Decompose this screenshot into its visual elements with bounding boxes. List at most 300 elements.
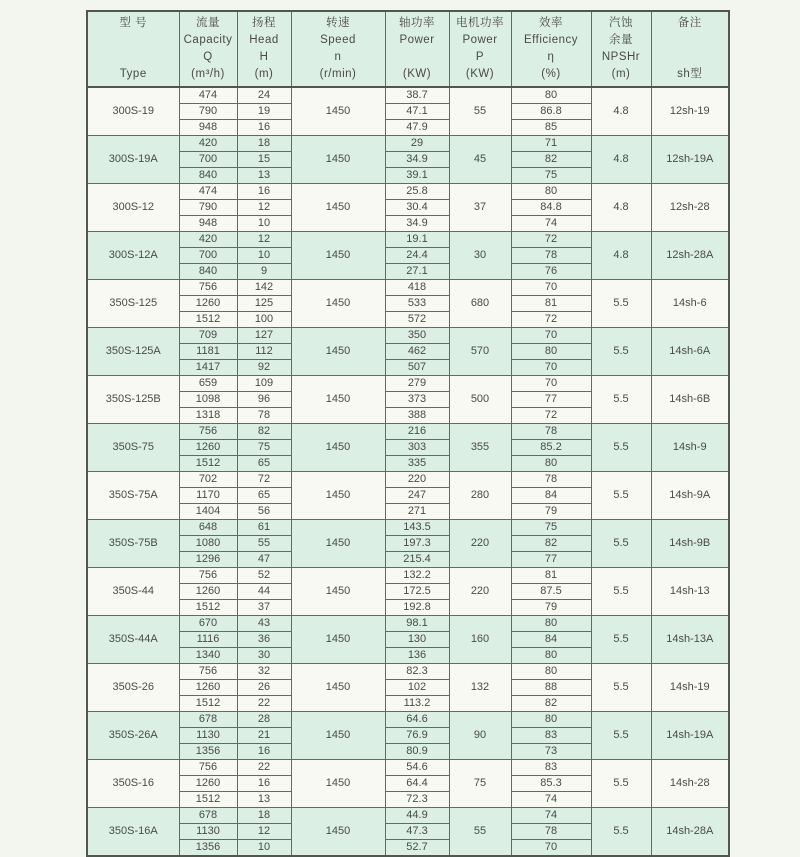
efficiency-cell: 80	[511, 664, 591, 680]
column-header-capacity	[179, 11, 237, 87]
remark-cell: 14sh-6A	[651, 328, 729, 376]
head-cell: 65	[237, 488, 291, 504]
capacity-cell: 1260	[179, 296, 237, 312]
efficiency-cell: 70	[511, 280, 591, 296]
head-cell: 37	[237, 600, 291, 616]
header-line: (r/min)	[319, 68, 357, 80]
efficiency-cell: 85.3	[511, 776, 591, 792]
column-header-speed	[291, 11, 385, 87]
efficiency-cell: 84	[511, 632, 591, 648]
power-cell: 373	[385, 392, 449, 408]
model-cell: 350S-125	[87, 280, 179, 328]
model-cell: 300S-12A	[87, 232, 179, 280]
header-line: 型 号	[119, 17, 148, 29]
capacity-cell: 700	[179, 152, 237, 168]
column-header-head	[237, 11, 291, 87]
header-line: (KW)	[465, 68, 495, 80]
table-row	[87, 232, 729, 248]
capacity-cell: 1356	[179, 840, 237, 857]
npshr-cell: 5.5	[591, 664, 651, 712]
capacity-cell: 670	[179, 616, 237, 632]
head-cell: 30	[237, 648, 291, 664]
head-cell: 47	[237, 552, 291, 568]
power-cell: 143.5	[385, 520, 449, 536]
table-row	[87, 376, 729, 392]
head-cell: 112	[237, 344, 291, 360]
npshr-cell: 5.5	[591, 472, 651, 520]
efficiency-cell: 84	[511, 488, 591, 504]
head-cell: 16	[237, 184, 291, 200]
capacity-cell: 1260	[179, 584, 237, 600]
model-cell: 300S-19	[87, 87, 179, 136]
power-cell: 335	[385, 456, 449, 472]
head-cell: 22	[237, 696, 291, 712]
efficiency-cell: 88	[511, 680, 591, 696]
power-cell: 47.9	[385, 120, 449, 136]
power-cell: 113.2	[385, 696, 449, 712]
power-cell: 47.3	[385, 824, 449, 840]
power-cell: 82.3	[385, 664, 449, 680]
power-cell: 64.6	[385, 712, 449, 728]
head-cell: 10	[237, 216, 291, 232]
header-line	[652, 32, 729, 49]
efficiency-cell: 80	[511, 184, 591, 200]
efficiency-cell: 87.5	[511, 584, 591, 600]
power-cell: 25.8	[385, 184, 449, 200]
speed-cell: 1450	[291, 712, 385, 760]
npshr-cell: 4.8	[591, 136, 651, 184]
motor-power-cell: 500	[449, 376, 511, 424]
head-cell: 61	[237, 520, 291, 536]
capacity-cell: 1260	[179, 776, 237, 792]
efficiency-cell: 80	[511, 616, 591, 632]
motor-power-cell: 160	[449, 616, 511, 664]
header-line	[386, 49, 449, 66]
capacity-cell: 840	[179, 264, 237, 280]
power-cell: 136	[385, 648, 449, 664]
capacity-cell: 1340	[179, 648, 237, 664]
efficiency-cell: 77	[511, 552, 591, 568]
power-cell: 34.9	[385, 152, 449, 168]
capacity-cell: 790	[179, 200, 237, 216]
speed-cell: 1450	[291, 760, 385, 808]
head-cell: 9	[237, 264, 291, 280]
efficiency-cell: 74	[511, 216, 591, 232]
efficiency-cell: 81	[511, 296, 591, 312]
efficiency-cell: 78	[511, 824, 591, 840]
power-cell: 64.4	[385, 776, 449, 792]
head-cell: 75	[237, 440, 291, 456]
head-cell: 100	[237, 312, 291, 328]
header-line: 轴功率	[399, 17, 435, 29]
efficiency-cell: 80	[511, 648, 591, 664]
power-cell: 247	[385, 488, 449, 504]
column-header-npshr	[591, 11, 651, 87]
header-line: Q	[203, 51, 213, 63]
speed-cell: 1450	[291, 472, 385, 520]
efficiency-cell: 84.8	[511, 200, 591, 216]
speed-cell: 1450	[291, 136, 385, 184]
model-cell: 350S-75A	[87, 472, 179, 520]
power-cell: 172.5	[385, 584, 449, 600]
header-line: 余量	[609, 34, 633, 46]
capacity-cell: 1170	[179, 488, 237, 504]
power-cell: 102	[385, 680, 449, 696]
header-line: Speed	[320, 34, 356, 46]
motor-power-cell: 37	[449, 184, 511, 232]
remark-cell: 14sh-28A	[651, 808, 729, 857]
efficiency-cell: 78	[511, 472, 591, 488]
power-cell: 98.1	[385, 616, 449, 632]
head-cell: 78	[237, 408, 291, 424]
capacity-cell: 1318	[179, 408, 237, 424]
power-cell: 197.3	[385, 536, 449, 552]
model-cell: 350S-44A	[87, 616, 179, 664]
capacity-cell: 756	[179, 760, 237, 776]
model-cell: 350S-125B	[87, 376, 179, 424]
model-cell: 350S-26	[87, 664, 179, 712]
efficiency-cell: 78	[511, 248, 591, 264]
efficiency-cell: 75	[511, 520, 591, 536]
head-cell: 18	[237, 808, 291, 824]
head-cell: 16	[237, 744, 291, 760]
efficiency-cell: 82	[511, 152, 591, 168]
efficiency-cell: 74	[511, 792, 591, 808]
npshr-cell: 4.8	[591, 184, 651, 232]
npshr-cell: 4.8	[591, 87, 651, 136]
capacity-cell: 1296	[179, 552, 237, 568]
speed-cell: 1450	[291, 568, 385, 616]
power-cell: 34.9	[385, 216, 449, 232]
head-cell: 125	[237, 296, 291, 312]
remark-cell: 14sh-19	[651, 664, 729, 712]
motor-power-cell: 90	[449, 712, 511, 760]
power-cell: 39.1	[385, 168, 449, 184]
head-cell: 36	[237, 632, 291, 648]
efficiency-cell: 83	[511, 760, 591, 776]
efficiency-cell: 70	[511, 376, 591, 392]
npshr-cell: 5.5	[591, 808, 651, 857]
speed-cell: 1450	[291, 808, 385, 857]
header-line	[652, 49, 729, 66]
model-cell: 350S-16A	[87, 808, 179, 857]
capacity-cell: 948	[179, 120, 237, 136]
remark-cell: 14sh-9	[651, 424, 729, 472]
table-row	[87, 280, 729, 296]
capacity-cell: 648	[179, 520, 237, 536]
remark-cell: 12sh-28	[651, 184, 729, 232]
power-cell: 80.9	[385, 744, 449, 760]
capacity-cell: 948	[179, 216, 237, 232]
header-line: n	[334, 51, 342, 63]
header-line: (m)	[611, 68, 631, 80]
remark-cell: 14sh-13	[651, 568, 729, 616]
header-line: η	[547, 51, 555, 63]
head-cell: 24	[237, 87, 291, 104]
table-row	[87, 424, 729, 440]
head-cell: 16	[237, 776, 291, 792]
npshr-cell: 5.5	[591, 424, 651, 472]
power-cell: 27.1	[385, 264, 449, 280]
speed-cell: 1450	[291, 328, 385, 376]
power-cell: 192.8	[385, 600, 449, 616]
model-cell: 350S-125A	[87, 328, 179, 376]
column-header-motor_power	[449, 11, 511, 87]
capacity-cell: 756	[179, 424, 237, 440]
remark-cell: 12sh-28A	[651, 232, 729, 280]
power-cell: 132.2	[385, 568, 449, 584]
header-line: 效率	[539, 17, 563, 29]
head-cell: 55	[237, 536, 291, 552]
power-cell: 38.7	[385, 87, 449, 104]
head-cell: 26	[237, 680, 291, 696]
efficiency-cell: 85	[511, 120, 591, 136]
speed-cell: 1450	[291, 232, 385, 280]
head-cell: 13	[237, 792, 291, 808]
efficiency-cell: 70	[511, 840, 591, 857]
speed-cell: 1450	[291, 376, 385, 424]
head-cell: 18	[237, 136, 291, 152]
efficiency-cell: 77	[511, 392, 591, 408]
power-cell: 388	[385, 408, 449, 424]
head-cell: 65	[237, 456, 291, 472]
capacity-cell: 1512	[179, 792, 237, 808]
header-line: 汽蚀	[609, 17, 633, 29]
head-cell: 82	[237, 424, 291, 440]
power-cell: 130	[385, 632, 449, 648]
efficiency-cell: 83	[511, 728, 591, 744]
header-line: NPSHr	[601, 51, 641, 63]
head-cell: 43	[237, 616, 291, 632]
head-cell: 12	[237, 824, 291, 840]
table-row	[87, 568, 729, 584]
model-cell: 350S-75	[87, 424, 179, 472]
efficiency-cell: 79	[511, 600, 591, 616]
npshr-cell: 5.5	[591, 376, 651, 424]
capacity-cell: 420	[179, 232, 237, 248]
efficiency-cell: 80	[511, 456, 591, 472]
column-header-efficiency	[511, 11, 591, 87]
header-line: 备注	[677, 17, 702, 29]
efficiency-cell: 86.8	[511, 104, 591, 120]
npshr-cell: 5.5	[591, 568, 651, 616]
motor-power-cell: 75	[449, 760, 511, 808]
model-cell: 300S-19A	[87, 136, 179, 184]
efficiency-cell: 72	[511, 312, 591, 328]
table-row	[87, 760, 729, 776]
capacity-cell: 1512	[179, 600, 237, 616]
capacity-cell: 1404	[179, 504, 237, 520]
speed-cell: 1450	[291, 664, 385, 712]
remark-cell: 14sh-28	[651, 760, 729, 808]
capacity-cell: 1417	[179, 360, 237, 376]
remark-cell: 14sh-19A	[651, 712, 729, 760]
capacity-cell: 1260	[179, 440, 237, 456]
motor-power-cell: 570	[449, 328, 511, 376]
power-cell: 507	[385, 360, 449, 376]
column-header-model	[87, 11, 179, 87]
remark-cell: 14sh-6B	[651, 376, 729, 424]
pump-spec-table	[86, 10, 730, 857]
header-line: Type	[119, 68, 147, 80]
power-cell: 54.6	[385, 760, 449, 776]
power-cell: 462	[385, 344, 449, 360]
head-cell: 15	[237, 152, 291, 168]
capacity-cell: 1130	[179, 824, 237, 840]
power-cell: 303	[385, 440, 449, 456]
motor-power-cell: 280	[449, 472, 511, 520]
motor-power-cell: 220	[449, 520, 511, 568]
power-cell: 215.4	[385, 552, 449, 568]
head-cell: 56	[237, 504, 291, 520]
capacity-cell: 790	[179, 104, 237, 120]
efficiency-cell: 78	[511, 424, 591, 440]
table-row	[87, 712, 729, 728]
head-cell: 21	[237, 728, 291, 744]
table-row	[87, 520, 729, 536]
motor-power-cell: 355	[449, 424, 511, 472]
head-cell: 32	[237, 664, 291, 680]
header-line: Power	[399, 34, 435, 46]
efficiency-cell: 71	[511, 136, 591, 152]
power-cell: 30.4	[385, 200, 449, 216]
head-cell: 12	[237, 232, 291, 248]
head-cell: 16	[237, 120, 291, 136]
table-row	[87, 616, 729, 632]
remark-cell: 14sh-9B	[651, 520, 729, 568]
efficiency-cell: 72	[511, 232, 591, 248]
column-header-power	[385, 11, 449, 87]
efficiency-cell: 80	[511, 344, 591, 360]
remark-cell: 14sh-6	[651, 280, 729, 328]
power-cell: 76.9	[385, 728, 449, 744]
head-cell: 19	[237, 104, 291, 120]
head-cell: 13	[237, 168, 291, 184]
capacity-cell: 1181	[179, 344, 237, 360]
power-cell: 29	[385, 136, 449, 152]
npshr-cell: 5.5	[591, 280, 651, 328]
capacity-cell: 1512	[179, 312, 237, 328]
power-cell: 572	[385, 312, 449, 328]
efficiency-cell: 76	[511, 264, 591, 280]
power-cell: 350	[385, 328, 449, 344]
remark-cell: 12sh-19	[651, 87, 729, 136]
header-line: (KW)	[402, 68, 432, 80]
efficiency-cell: 70	[511, 360, 591, 376]
efficiency-cell: 73	[511, 744, 591, 760]
motor-power-cell: 30	[449, 232, 511, 280]
capacity-cell: 474	[179, 184, 237, 200]
power-cell: 216	[385, 424, 449, 440]
efficiency-cell: 72	[511, 408, 591, 424]
capacity-cell: 474	[179, 87, 237, 104]
header-line	[88, 32, 179, 49]
capacity-cell: 659	[179, 376, 237, 392]
power-cell: 44.9	[385, 808, 449, 824]
efficiency-cell: 80	[511, 712, 591, 728]
capacity-cell: 1356	[179, 744, 237, 760]
head-cell: 44	[237, 584, 291, 600]
power-cell: 271	[385, 504, 449, 520]
efficiency-cell: 82	[511, 696, 591, 712]
capacity-cell: 1512	[179, 456, 237, 472]
motor-power-cell: 55	[449, 808, 511, 857]
power-cell: 19.1	[385, 232, 449, 248]
npshr-cell: 5.5	[591, 712, 651, 760]
header-line: (m³/h)	[191, 68, 225, 80]
head-cell: 28	[237, 712, 291, 728]
power-cell: 24.4	[385, 248, 449, 264]
speed-cell: 1450	[291, 87, 385, 136]
header-line: 转速	[326, 17, 350, 29]
efficiency-cell: 79	[511, 504, 591, 520]
table-row	[87, 472, 729, 488]
motor-power-cell: 220	[449, 568, 511, 616]
remark-cell: 12sh-19A	[651, 136, 729, 184]
table-row	[87, 808, 729, 824]
power-cell: 52.7	[385, 840, 449, 857]
model-cell: 350S-44	[87, 568, 179, 616]
capacity-cell: 420	[179, 136, 237, 152]
capacity-cell: 700	[179, 248, 237, 264]
capacity-cell: 709	[179, 328, 237, 344]
power-cell: 220	[385, 472, 449, 488]
efficiency-cell: 85.2	[511, 440, 591, 456]
header-line: (%)	[541, 68, 561, 80]
model-cell: 350S-16	[87, 760, 179, 808]
head-cell: 142	[237, 280, 291, 296]
head-cell: 12	[237, 200, 291, 216]
efficiency-cell: 81	[511, 568, 591, 584]
remark-cell: 14sh-9A	[651, 472, 729, 520]
model-cell: 350S-26A	[87, 712, 179, 760]
remark-cell: 14sh-13A	[651, 616, 729, 664]
capacity-cell: 1260	[179, 680, 237, 696]
header-line: 流量	[196, 17, 220, 29]
head-cell: 109	[237, 376, 291, 392]
head-cell: 52	[237, 568, 291, 584]
model-cell: 300S-12	[87, 184, 179, 232]
power-cell: 72.3	[385, 792, 449, 808]
header-line: Head	[249, 34, 279, 46]
capacity-cell: 1116	[179, 632, 237, 648]
header-line: 扬程	[252, 17, 276, 29]
efficiency-cell: 74	[511, 808, 591, 824]
speed-cell: 1450	[291, 520, 385, 568]
capacity-cell: 1080	[179, 536, 237, 552]
npshr-cell: 5.5	[591, 328, 651, 376]
header-line: sh型	[677, 68, 703, 80]
motor-power-cell: 680	[449, 280, 511, 328]
table-row	[87, 184, 729, 200]
speed-cell: 1450	[291, 424, 385, 472]
efficiency-cell: 82	[511, 536, 591, 552]
npshr-cell: 5.5	[591, 520, 651, 568]
capacity-cell: 840	[179, 168, 237, 184]
speed-cell: 1450	[291, 616, 385, 664]
speed-cell: 1450	[291, 280, 385, 328]
efficiency-cell: 75	[511, 168, 591, 184]
capacity-cell: 756	[179, 664, 237, 680]
head-cell: 10	[237, 840, 291, 857]
model-cell: 350S-75B	[87, 520, 179, 568]
power-cell: 279	[385, 376, 449, 392]
motor-power-cell: 55	[449, 87, 511, 136]
head-cell: 22	[237, 760, 291, 776]
capacity-cell: 756	[179, 568, 237, 584]
head-cell: 127	[237, 328, 291, 344]
capacity-cell: 678	[179, 808, 237, 824]
